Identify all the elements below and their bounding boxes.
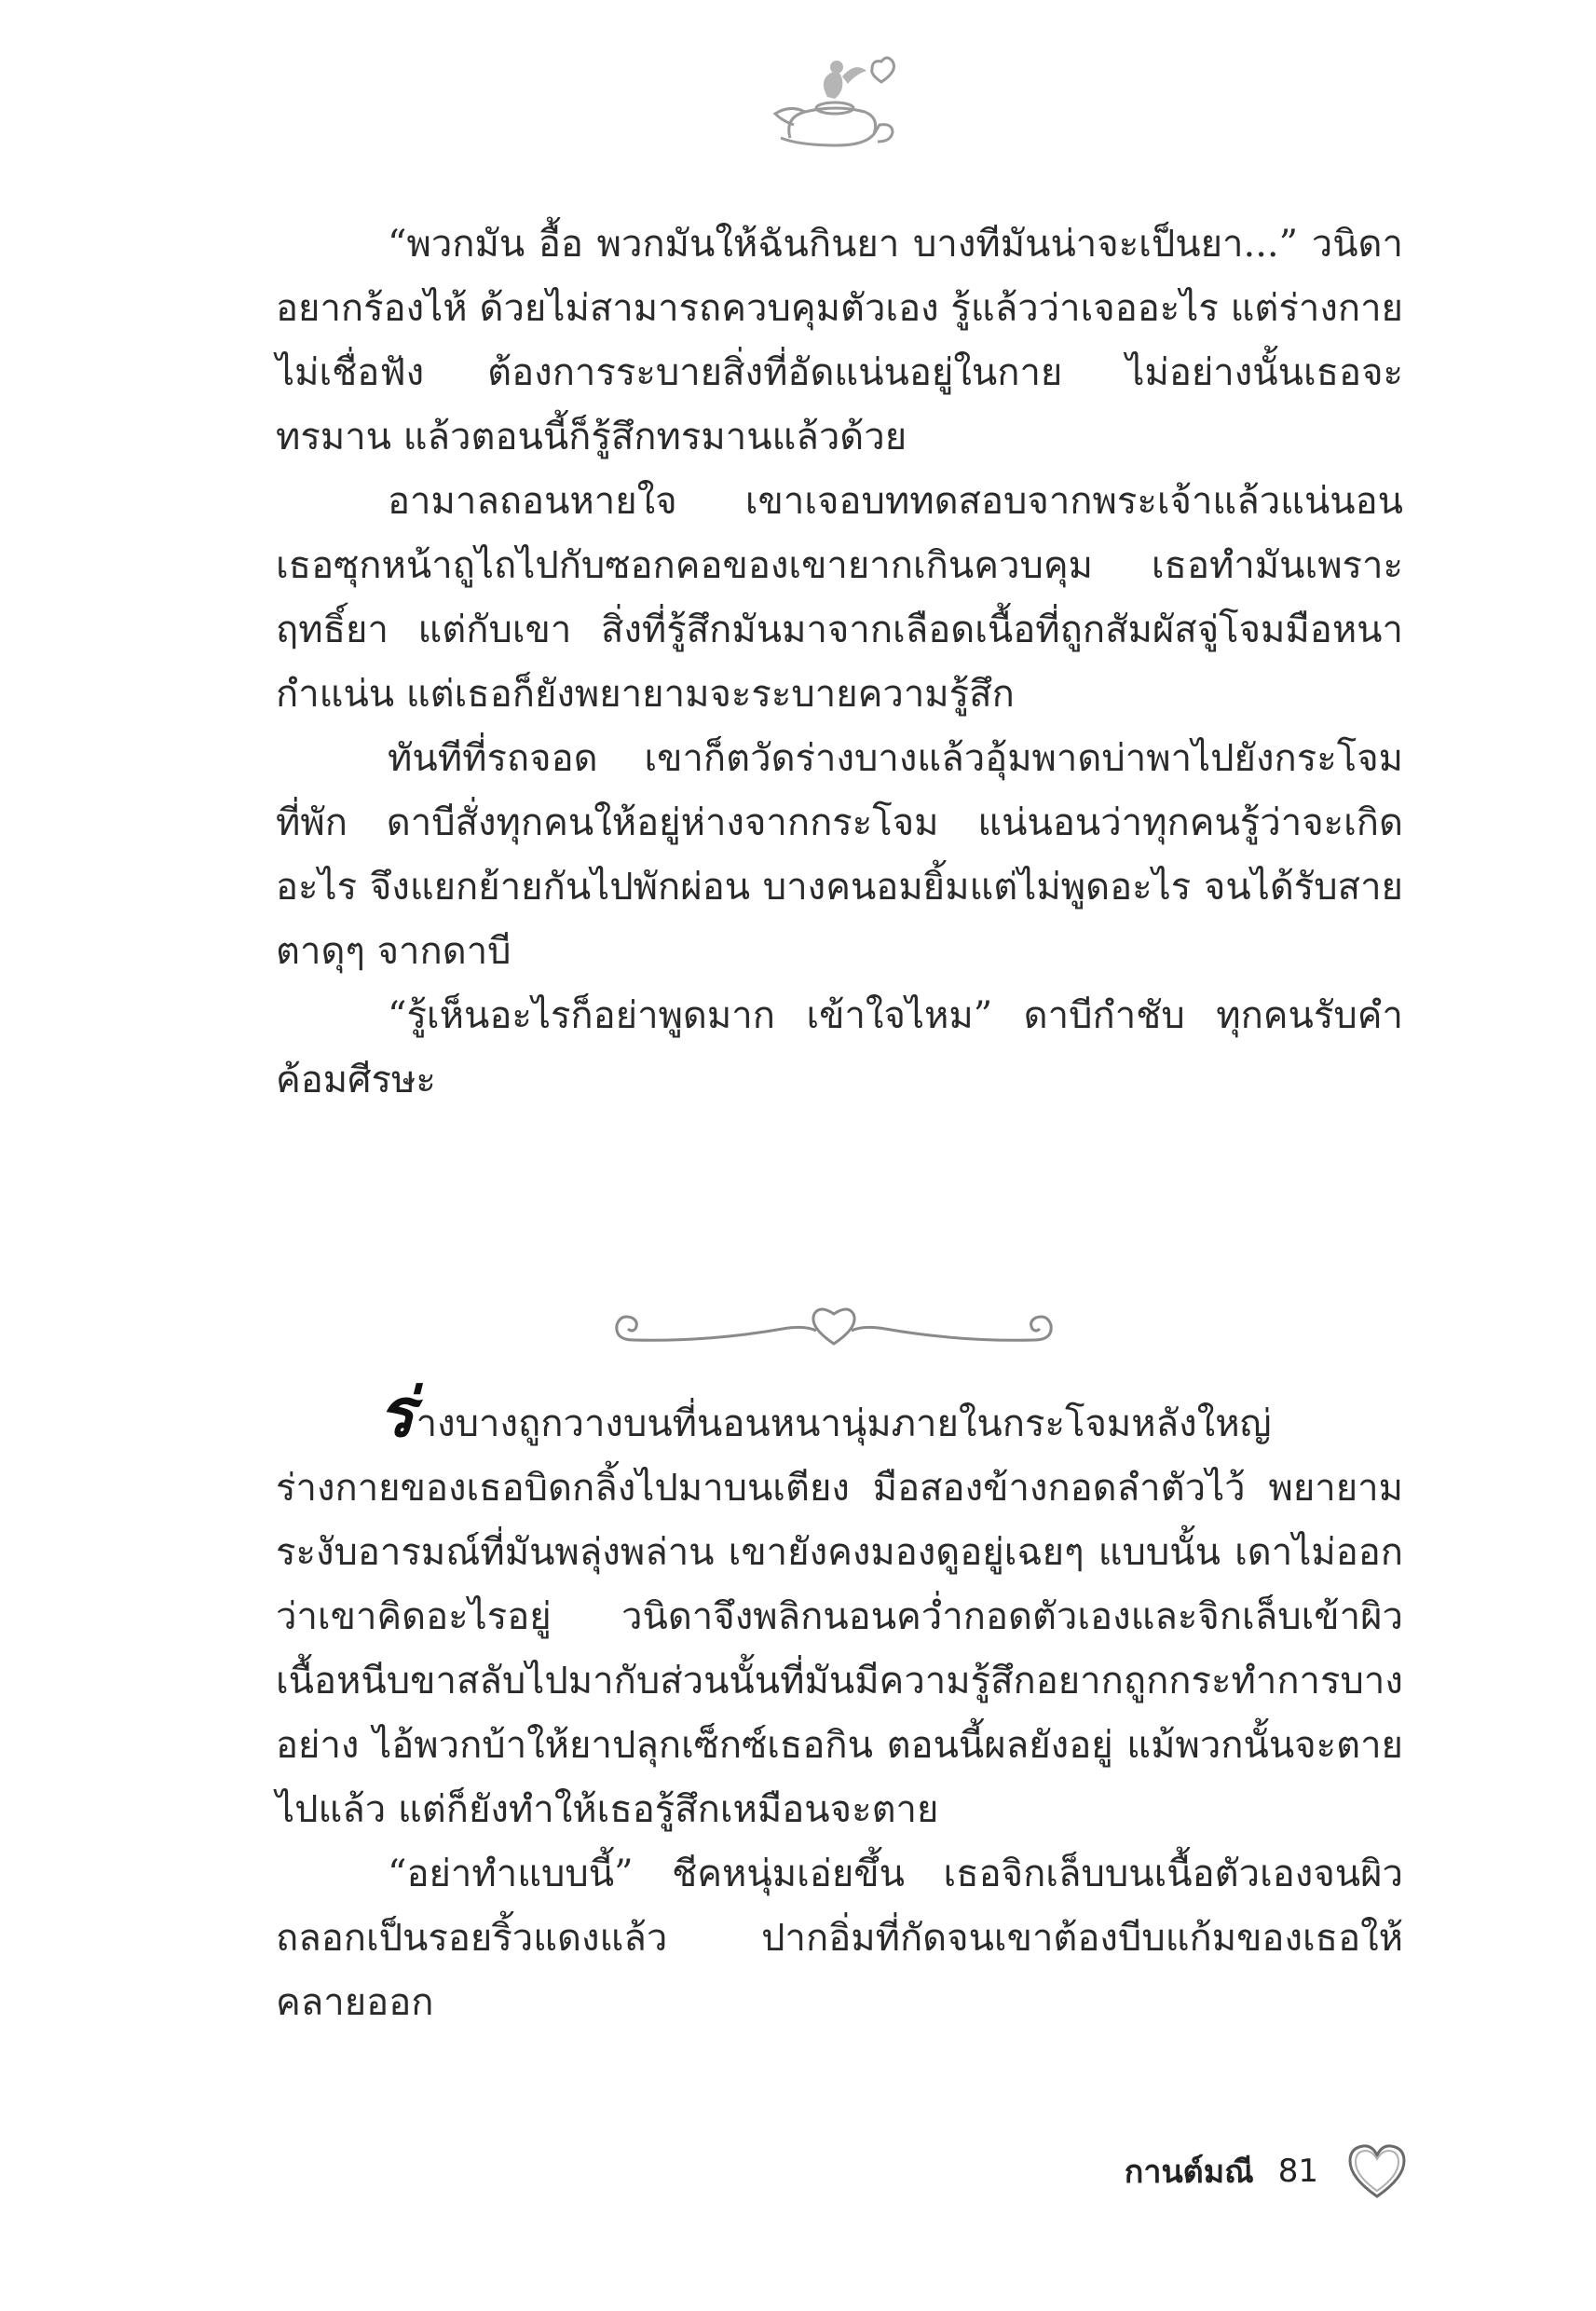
paragraph: “พวกมัน อื้อ พวกมันให้ฉันกินยา บางทีมันน่าจะเป็นยา...” วนิดาอยากร้องไห้ ด้วยไม่สามารถควบคุมตัวเอง รู้แล้วว่าเจออะไร แต่ร่างกายไม่เชื่อฟัง ต้องการระบายสิ่งที่อัดแน่นอยู่ในกาย ไม่อย่างนั้นเธอจะทรมาน แล้วตอนนี้ก็รู้สึกทรมานแล้วด้วย [276, 223, 1403, 458]
book-title: กานต์มณี [1124, 2154, 1254, 2191]
teapot-cupid-icon [762, 52, 911, 157]
paragraph-with-drop-cap [276, 1374, 1403, 1842]
drop-cap: ร่ [378, 1374, 415, 1452]
page-footer [1125, 2134, 1410, 2208]
page-number: 81 [1277, 2153, 1318, 2190]
paragraph: ทันทีที่รถจอด เขาก็ตวัดร่างบางแล้วอุ้มพาดบ่าพาไปยังกระโจมที่พัก ดาบีสั่งทุกคนให้อยู่ห่างจากกระโจม แน่นอนว่าทุกคนรู้ว่าจะเกิดอะไร จึงแยกย้ายกันไปพักผ่อน บางคนอมยิ้มแต่ไม่พูดอะไร จนได้รับสายตาดุๆ จากดาบี [276, 737, 1403, 973]
text-section-2 [276, 1374, 1403, 2035]
text-section-1 [276, 212, 1403, 1113]
paragraph-text: างบางถูกวางบนที่นอนหนานุ่มภายในกระโจมหลังใหญ่ ร่างกายของเธอบิดกลิ้งไปมาบนเตียง มือสองข้างกอดลำตัวไว้ พยายามระงับอารมณ์ที่มันพลุ่งพล่าน เขายังคงมองดูอยู่เฉยๆ แบบนั้น เดาไม่ออกว่าเขาคิดอะไรอยู่ วนิดาจึงพลิกนอนคว่ำกอดตัวเองและจิกเล็บเข้าผิวเนื้อหนีบขาสลับไปมากับส่วนนั้นที่มันมีความรู้สึกอยากถูกกระทำการบางอย่าง ไอ้พวกบ้าให้ยาปลุกเซ็กซ์เธอกิน ตอนนี้ผลยังอยู่ แม้พวกนั้นจะตายไปแล้ว แต่ก็ยังทำให้เธอรู้สึกเหมือนจะตาย [276, 1402, 1403, 1831]
heart-outline-icon [1344, 2140, 1410, 2202]
paragraph: “รู้เห็นอะไรก็อย่าพูดมาก เข้าใจไหม” ดาบีกำชับ ทุกคนรับคำค้อมศีรษะ [276, 994, 1403, 1101]
heart-flourish-divider [596, 1286, 1071, 1372]
paragraph: อามาลถอนหายใจ เขาเจอบททดสอบจากพระเจ้าแล้วแน่นอน เธอซุกหน้าถูไถไปกับซอกคอของเขายากเกินควบคุม เธอทำมันเพราะฤทธิ์ยา แต่กับเขา สิ่งที่รู้สึกมันมาจากเลือดเนื้อที่ถูกสัมผัสจู่โจมมือหนากำแน่น แต่เธอก็ยังพยายามจะระบายความรู้สึก [276, 480, 1403, 716]
paragraph: “อย่าทำแบบนี้” ชีคหนุ่มเอ่ยขึ้น เธอจิกเล็บบนเนื้อตัวเองจนผิวถลอกเป็นรอยริ้วแดงแล้ว ปากอิ่มที่กัดจนเขาต้องบีบแก้มของเธอให้คลายออก [276, 1853, 1403, 2024]
